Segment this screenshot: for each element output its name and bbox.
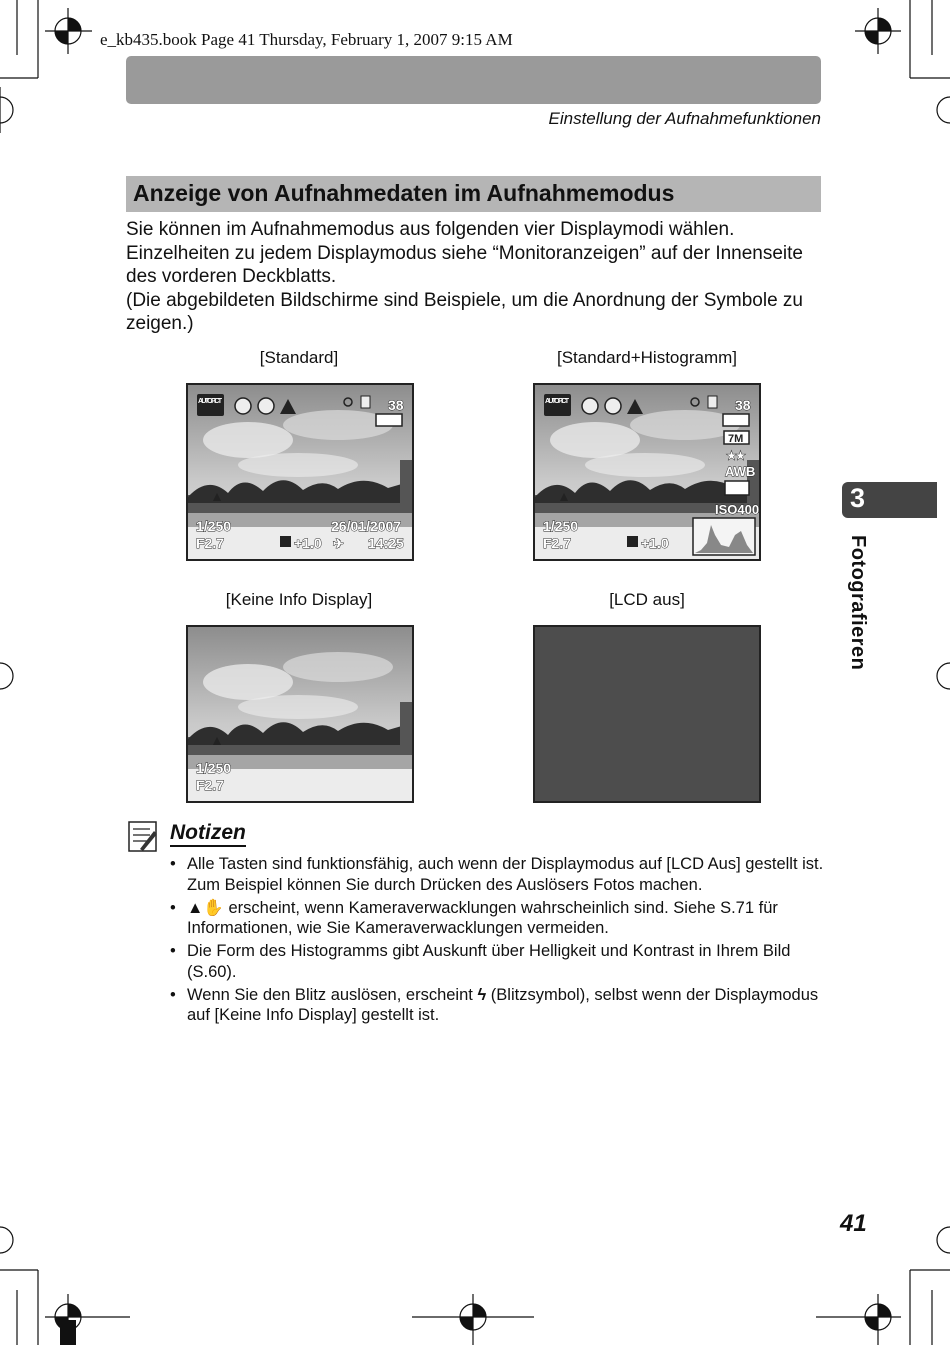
shake-hand-icon: ▲✋: [187, 898, 224, 917]
caption-noinfo: [Keine Info Display]: [225, 590, 373, 609]
metering-icon: [725, 481, 749, 495]
flash-icon: ϟ: [477, 985, 487, 1004]
note-prefix: Wenn Sie den Blitz auslösen, erscheint: [187, 985, 473, 1004]
memo-icon: [128, 821, 158, 853]
shutter-speed: 1/250: [543, 518, 579, 534]
memory-card-icon: [708, 396, 717, 408]
remaining-shots: 38: [388, 397, 404, 413]
ev-value: +1.0: [294, 535, 322, 551]
world-time-icon: ✈: [333, 536, 344, 551]
book-header: e_kb435.book Page 41 Thursday, February 1, 2007 9:15 AM: [100, 30, 513, 49]
resolution: 7M: [728, 433, 744, 445]
header-bar: [126, 56, 821, 104]
ev-value: +1.0: [641, 535, 669, 551]
notes-title: Notizen: [170, 821, 246, 847]
intro-note: (Die abgebildeten Bildschirme sind Beispiele, um die Anordnung der Symbole zu zeigen.): [126, 289, 803, 334]
aperture: F2.7: [196, 535, 225, 551]
aperture: F2.7: [543, 535, 572, 551]
ev-compensation-icon: [627, 536, 638, 547]
note-text: erscheint, wenn Kameraverwacklungen wahrscheinlich sind. Siehe S.71 für Informationen, wie Sie Kameraverwacklungen vermeiden.: [187, 898, 778, 937]
note-text: (Blitzsymbol), selbst wenn der Displaymodus auf [Keine Info Display] gestellt ist.: [187, 985, 819, 1024]
list-item: [168, 898, 828, 939]
flash-off-icon: [582, 398, 598, 414]
remaining-shots: 38: [735, 397, 751, 413]
chapter-label: Fotografieren: [847, 535, 869, 671]
memory-card-icon: [361, 396, 370, 408]
auto-pict-label: AUTO PICT: [545, 398, 569, 405]
iso: ISO400: [715, 502, 759, 517]
screen-noinfo: [186, 625, 414, 803]
list-item: [168, 941, 828, 982]
caption-histogram: [Standard+Histogramm]: [557, 348, 737, 367]
screen-histogram: [533, 383, 761, 561]
white-balance: AWB: [725, 464, 756, 479]
date-display: 26/01/2007: [331, 518, 402, 534]
page-number: 41: [840, 1210, 867, 1237]
chapter-title: Einstellung der Aufnahmefunktionen: [548, 109, 821, 128]
shutter-speed: 1/250: [196, 518, 232, 534]
battery-icon: [376, 414, 402, 426]
screen-standard: [186, 383, 414, 561]
shutter-speed: 1/250: [196, 760, 232, 776]
note-text: Die Form des Histogramms gibt Auskunft über Helligkeit und Kontrast in Ihrem Bild (S.60).: [187, 942, 791, 981]
ev-compensation-icon: [280, 536, 291, 547]
list-item: [168, 985, 828, 1026]
intro-text: [126, 218, 826, 336]
notes-list: [168, 854, 828, 1028]
battery-icon: [723, 414, 749, 426]
auto-pict-label: AUTO PICT: [198, 398, 222, 405]
section-title: Anzeige von Aufnahmedaten im Aufnahmemodus: [133, 180, 675, 206]
caption-lcdoff: [LCD aus]: [609, 590, 685, 609]
flash-off-icon: [235, 398, 251, 414]
list-item: [168, 854, 828, 895]
self-timer-icon: [258, 398, 274, 414]
quality: ★★: [727, 451, 745, 462]
self-timer-icon: [605, 398, 621, 414]
time-display: 14:25: [368, 535, 404, 551]
chapter-number: 3: [850, 483, 866, 513]
note-text: Alle Tasten sind funktionsfähig, auch wenn der Displaymodus auf [LCD Aus] gestellt ist. Zum Beispiel können Sie durch Drücken des Auslösers Fotos machen.: [187, 855, 824, 894]
caption-standard: [Standard]: [259, 348, 339, 367]
intro-paragraph: Sie können im Aufnahmemodus aus folgenden vier Displaymodi wählen. Einzelheiten zu jedem Displaymodus siehe “Monitoranzeigen” auf der Innenseite des vorderen Deckblatts.: [126, 219, 803, 287]
aperture: F2.7: [196, 777, 225, 793]
screen-lcdoff: [533, 625, 761, 803]
